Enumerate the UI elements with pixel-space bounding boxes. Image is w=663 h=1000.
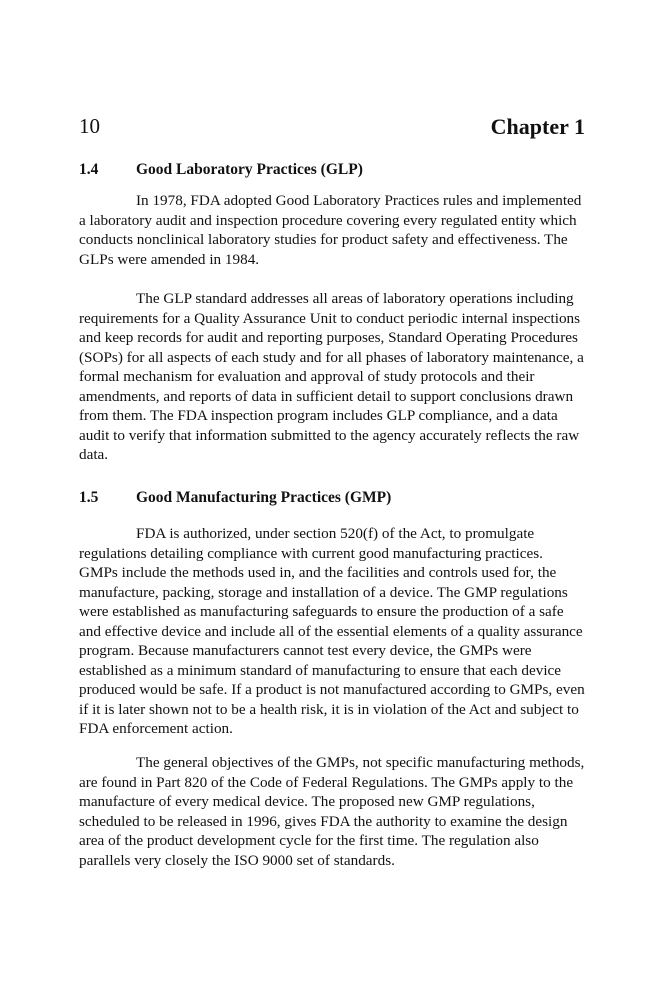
paragraph: In 1978, FDA adopted Good Laboratory Practices rules and implemented a laboratory audit and inspection procedure covering every regulated entity which conducts nonclinical laboratory studies for product safety and effectiveness. The GLPs were amended in 1984.	[79, 192, 582, 268]
chapter-label: Chapter 1	[490, 114, 585, 139]
page-header	[79, 114, 585, 144]
paragraph: The general objectives of the GMPs, not specific manufacturing methods, are found in Part 820 of the Code of Federal Regulations. The GMPs apply to the manufacture of every medical device. The proposed new GMP regulations, scheduled to be released in 1996, gives FDA the authority to examine the design area of the product development cycle for the first time. The regulation also parallels very closely the ISO 9000 set of standards.	[79, 754, 585, 869]
section-heading	[79, 488, 585, 508]
section-glp	[79, 160, 585, 463]
section-title: Good Laboratory Practices (GLP)	[136, 161, 363, 178]
section-number: 1.5	[79, 489, 99, 506]
section-heading	[79, 160, 585, 180]
paragraph: The GLP standard addresses all areas of laboratory operations including requirements for a Quality Assurance Unit to conduct periodic internal inspections and keep records for audit and reporting purposes, Standard Operating Procedures (SOPs) for all aspects of each study and for all phases of laboratory maintenance, a formal mechanism for evaluation and approval of study protocols and their amendments, and reports of data in sufficient detail to support conclusions drawn from them. The FDA inspection program includes GLP compliance, and a data audit to verify that information submitted to the agency accurately reflects the raw data.	[79, 290, 584, 463]
section-gmp	[79, 488, 585, 869]
page-number: 10	[79, 114, 100, 138]
section-number: 1.4	[79, 161, 99, 178]
section-title: Good Manufacturing Practices (GMP)	[136, 489, 392, 506]
paragraph: FDA is authorized, under section 520(f) of the Act, to promulgate regulations detailing compliance with current good manufacturing practices. GMPs include the methods used in, and the facilities and controls used for, the manufacture, packing, storage and installation of a device. The GMP regulations were established as manufacturing safeguards to ensure the production of a safe and effective device and include all of the essential elements of a quality assurance program. Because manufacturers cannot test every device, the GMPs were established as a minimum standard of manufacturing to ensure that each device produced would be safe. If a product is not manufactured according to GMPs, even if it is later shown not to be a health risk, it is in violation of the Act and subject to FDA enforcement action.	[79, 525, 585, 737]
